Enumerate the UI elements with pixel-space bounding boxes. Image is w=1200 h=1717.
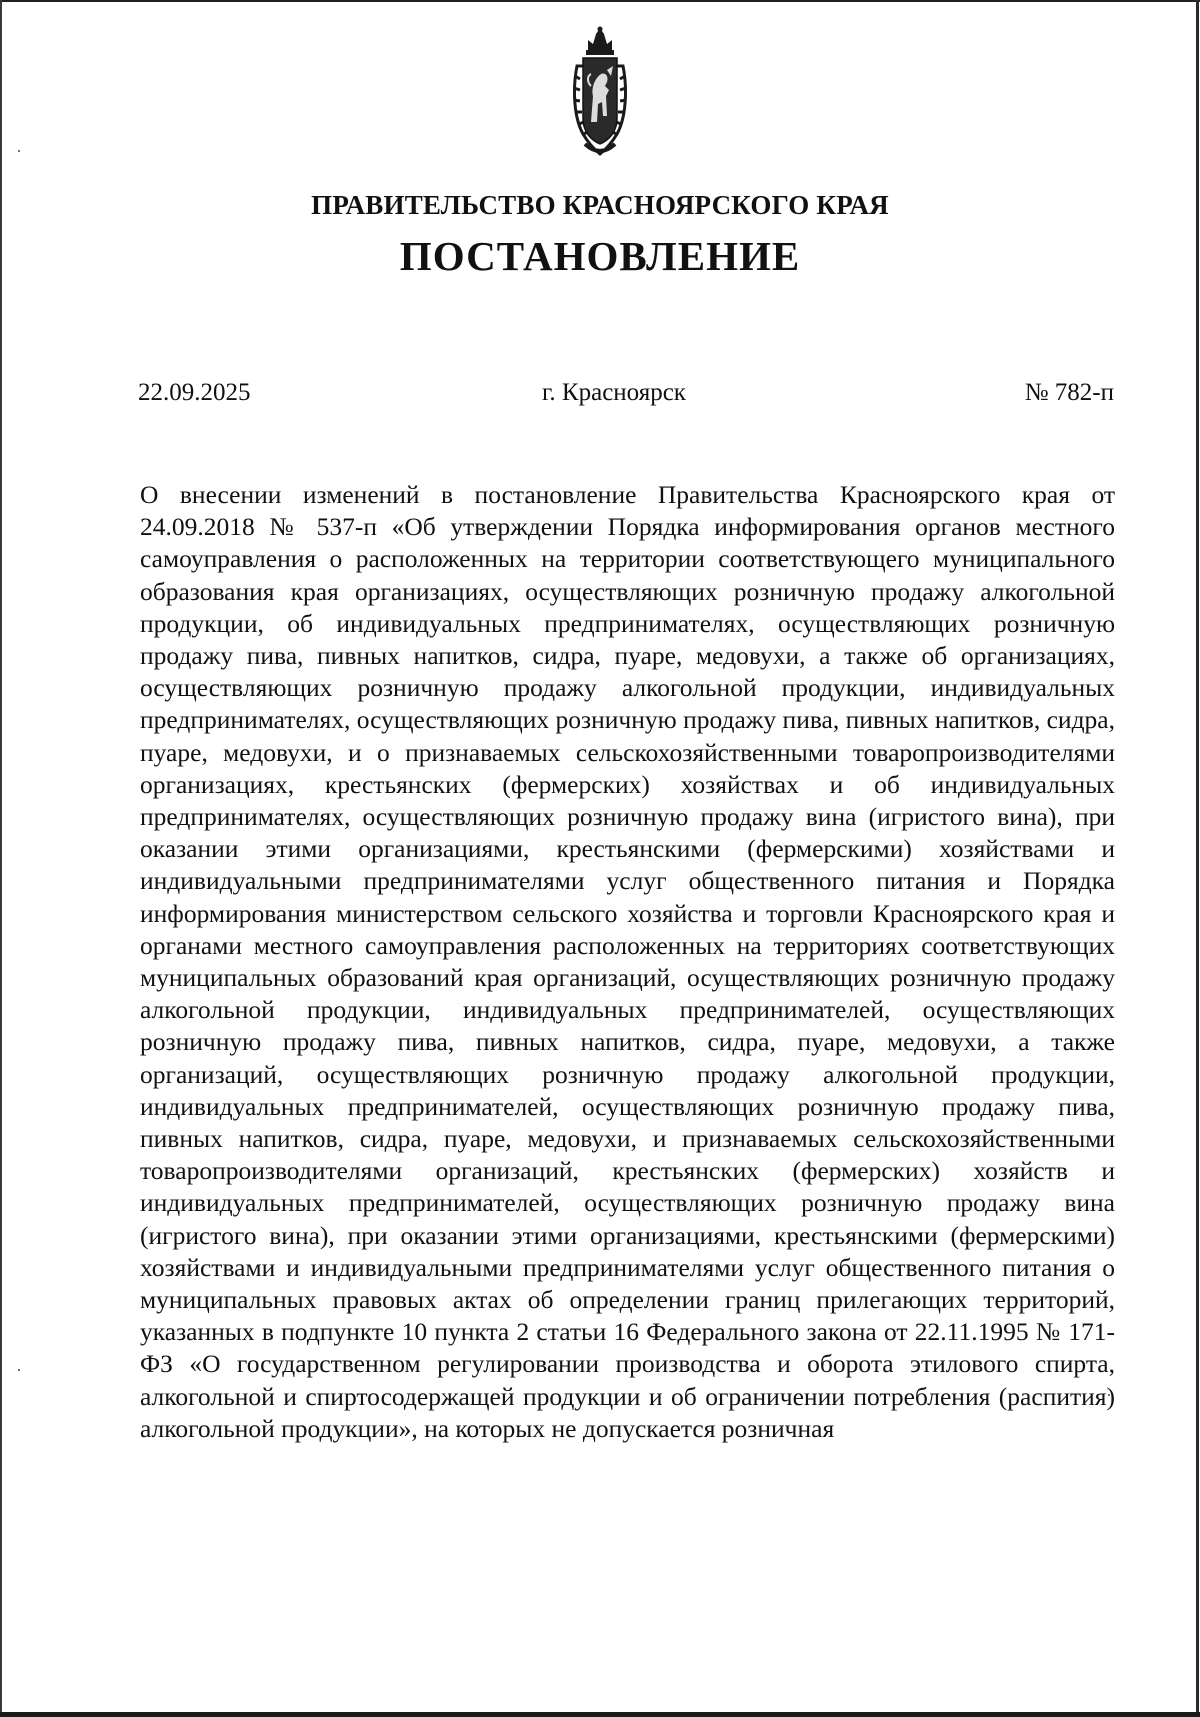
document-date: 22.09.2025 xyxy=(138,379,251,406)
document-type-heading: ПОСТАНОВЛЕНИЕ xyxy=(399,233,801,279)
document-number: № 782-п xyxy=(1024,379,1114,406)
document-city: г. Красноярск xyxy=(542,379,686,406)
scan-speck xyxy=(18,150,20,152)
coat-of-arms-icon xyxy=(571,26,629,158)
scan-speck xyxy=(18,1369,20,1371)
scan-top-edge xyxy=(0,0,1200,2)
document-title-text: О внесении изменений в постановление Правительства Красноярского края от 24.09.2018 № 537-п «Об утверждении Порядка информирования органов местного самоуправления о расположенных на территории соответствующего муниципального образования края организациях, осуществляющих розничную продажу алкогольной продукции, об индивидуальных предпринимателях, осуществляющих розничную продажу пива, пивных напитков, сидра, пуаре, медовухи, а также об организациях, осуществляющих розничную продажу алкогольной продукции, индивидуальных предпринимателях, осуществляющих розничную продажу пива, пивных напитков, сидра, пуаре, медовухи, и о признаваемых сельскохозяйственными товаропроизводителями организациях, крестьянских (фермерских) хозяйствах и об индивидуальных предпринимателях, осуществляющих розничную продажу вина (игристого вина), при оказании этими организациями, крестьянскими (фермерскими) хозяйствами и индивидуальными предпринимателями услуг общественного питания и Порядка информирования министерством сельского хозяйства и торговли Красноярского края и органами местного самоуправления расположенных на территориях соответствующих муниципальных образований края организаций, осуществляющих розничную продажу алкогольной продукции, индивидуальных предпринимателей, осуществляющих розничную продажу пива, пивных напитков, сидра, пуаре, медовухи, а также организаций, осуществляющих розничную продажу алкогольной продукции, индивидуальных предпринимателей, осуществляющих розничную продажу пива, пивных напитков, сидра, пуаре, медовухи, и признаваемых сельскохозяйственными товаропроизводителями организаций, крестьянских (фермерских) хозяйств и индивидуальных предпринимателей, осуществляющих розничную продажу вина (игристого вина), при оказании этими организациями, крестьянскими (фермерскими) хозяйствами и индивидуальными предпринимателями услуг общественного питания о муниципальных правовых актах об определении границ прилегающих территорий, указанных в подпункте 10 пункта 2 статьи 16 Федерального закона от 22.11.1995 № 171-ФЗ «О государственном регулировании производства и оборота этилового спирта, алкогольной и спиртосодержащей продукции и об ограничении потребления (распития) алкогольной продукции», на которых не допускается розничная xyxy=(140,480,1115,1443)
scan-bottom-edge xyxy=(0,1712,1200,1717)
organization-title: ПРАВИТЕЛЬСТВО КРАСНОЯРСКОГО КРАЯ xyxy=(311,190,889,220)
